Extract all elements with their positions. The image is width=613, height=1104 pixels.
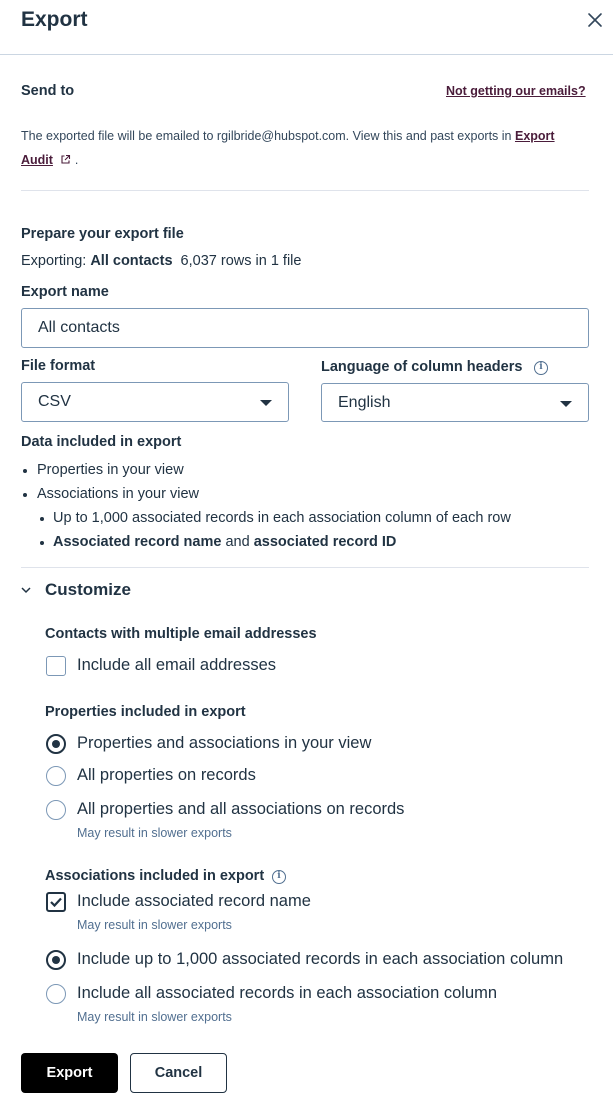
properties-option-view[interactable]: Properties and associations in your view [77,734,372,752]
exporting-name: All contacts [90,253,173,269]
chevron-down-icon [560,401,572,407]
dialog-title: Export [21,8,88,31]
exporting-prefix: Exporting: [21,253,87,269]
send-to-description-text: The exported file will be emailed to rgilbride@hubspot.com. View this and past exports in [21,129,512,143]
associations-radio-all[interactable] [46,984,66,1004]
file-format-value: CSV [38,393,71,410]
properties-option-all[interactable]: All properties on records [77,766,256,784]
file-format-label: File format [21,358,96,374]
export-audit-link[interactable] [515,129,555,143]
properties-radio-all[interactable] [46,766,66,786]
header-divider [0,54,613,55]
checkmark-icon [48,894,64,910]
associations-option-all[interactable]: Include all associated records in each association column [77,984,498,1002]
include-associated-name-label[interactable]: Include associated record name [77,892,311,910]
include-all-emails-checkbox[interactable] [46,656,66,676]
send-to-label: Send to [21,83,75,99]
description-period: . [74,153,79,167]
cancel-button[interactable]: Cancel [130,1053,227,1093]
send-to-description [21,124,581,173]
section-divider [21,567,589,568]
language-value: English [338,393,391,411]
sub-item-2-b: and [225,534,250,550]
associations-label: Associations included in export [45,868,265,884]
include-associated-name-checkbox[interactable] [46,892,66,912]
export-name-input[interactable] [21,308,589,348]
data-sub-item-1: Up to 1,000 associated records in each association column of each row [53,510,511,526]
customize-toggle[interactable]: Customize [45,580,131,599]
bullet [40,541,44,545]
include-associated-name-hint: May result in slower exports [77,918,232,932]
export-name-value: All contacts [38,319,120,336]
language-label: Language of column headers [321,359,523,375]
associations-option-hint: May result in slower exports [77,1010,232,1024]
data-item-properties: Properties in your view [37,462,184,478]
bullet [40,517,44,521]
external-link-icon [60,149,71,173]
include-all-emails-label[interactable]: Include all email addresses [77,656,277,674]
associations-radio-1000[interactable] [46,950,66,970]
bullet [23,469,27,473]
properties-radio-view[interactable] [46,734,66,754]
info-icon[interactable]: i [534,361,548,375]
close-icon[interactable] [585,10,605,30]
export-audit-link-text-1: Export [514,129,555,143]
properties-radio-all-associations[interactable] [46,800,66,820]
exporting-info [21,253,301,269]
data-included-label: Data included in export [21,434,182,450]
properties-option-all-associations[interactable]: All properties and all associations on records [77,800,405,818]
properties-label: Properties included in export [45,704,246,720]
properties-hint: May result in slower exports [77,826,232,840]
chevron-down-icon [260,400,272,406]
associations-option-1000[interactable]: Include up to 1,000 associated records in each association column [77,950,564,968]
sub-item-2-a: Associated record name [53,534,222,550]
file-format-select[interactable] [21,382,289,422]
data-item-associations: Associations in your view [37,486,199,502]
export-name-label: Export name [21,284,109,300]
section-divider [21,190,589,191]
export-audit-link-text-2: Audit [21,153,53,167]
prepare-label: Prepare your export file [21,226,184,242]
export-audit-link-line2[interactable] [21,153,53,167]
rows-info: 6,037 rows in 1 file [180,253,302,269]
export-button[interactable]: Export [21,1053,118,1093]
data-sub-item-2 [53,534,396,550]
chevron-down-icon[interactable] [19,583,33,597]
bullet [23,493,27,497]
info-icon[interactable]: i [272,870,286,884]
multi-email-label: Contacts with multiple email addresses [45,626,317,642]
sub-item-2-c: associated record ID [253,534,397,550]
language-select[interactable] [321,383,589,422]
not-getting-emails-link[interactable]: Not getting our emails? [446,84,586,98]
